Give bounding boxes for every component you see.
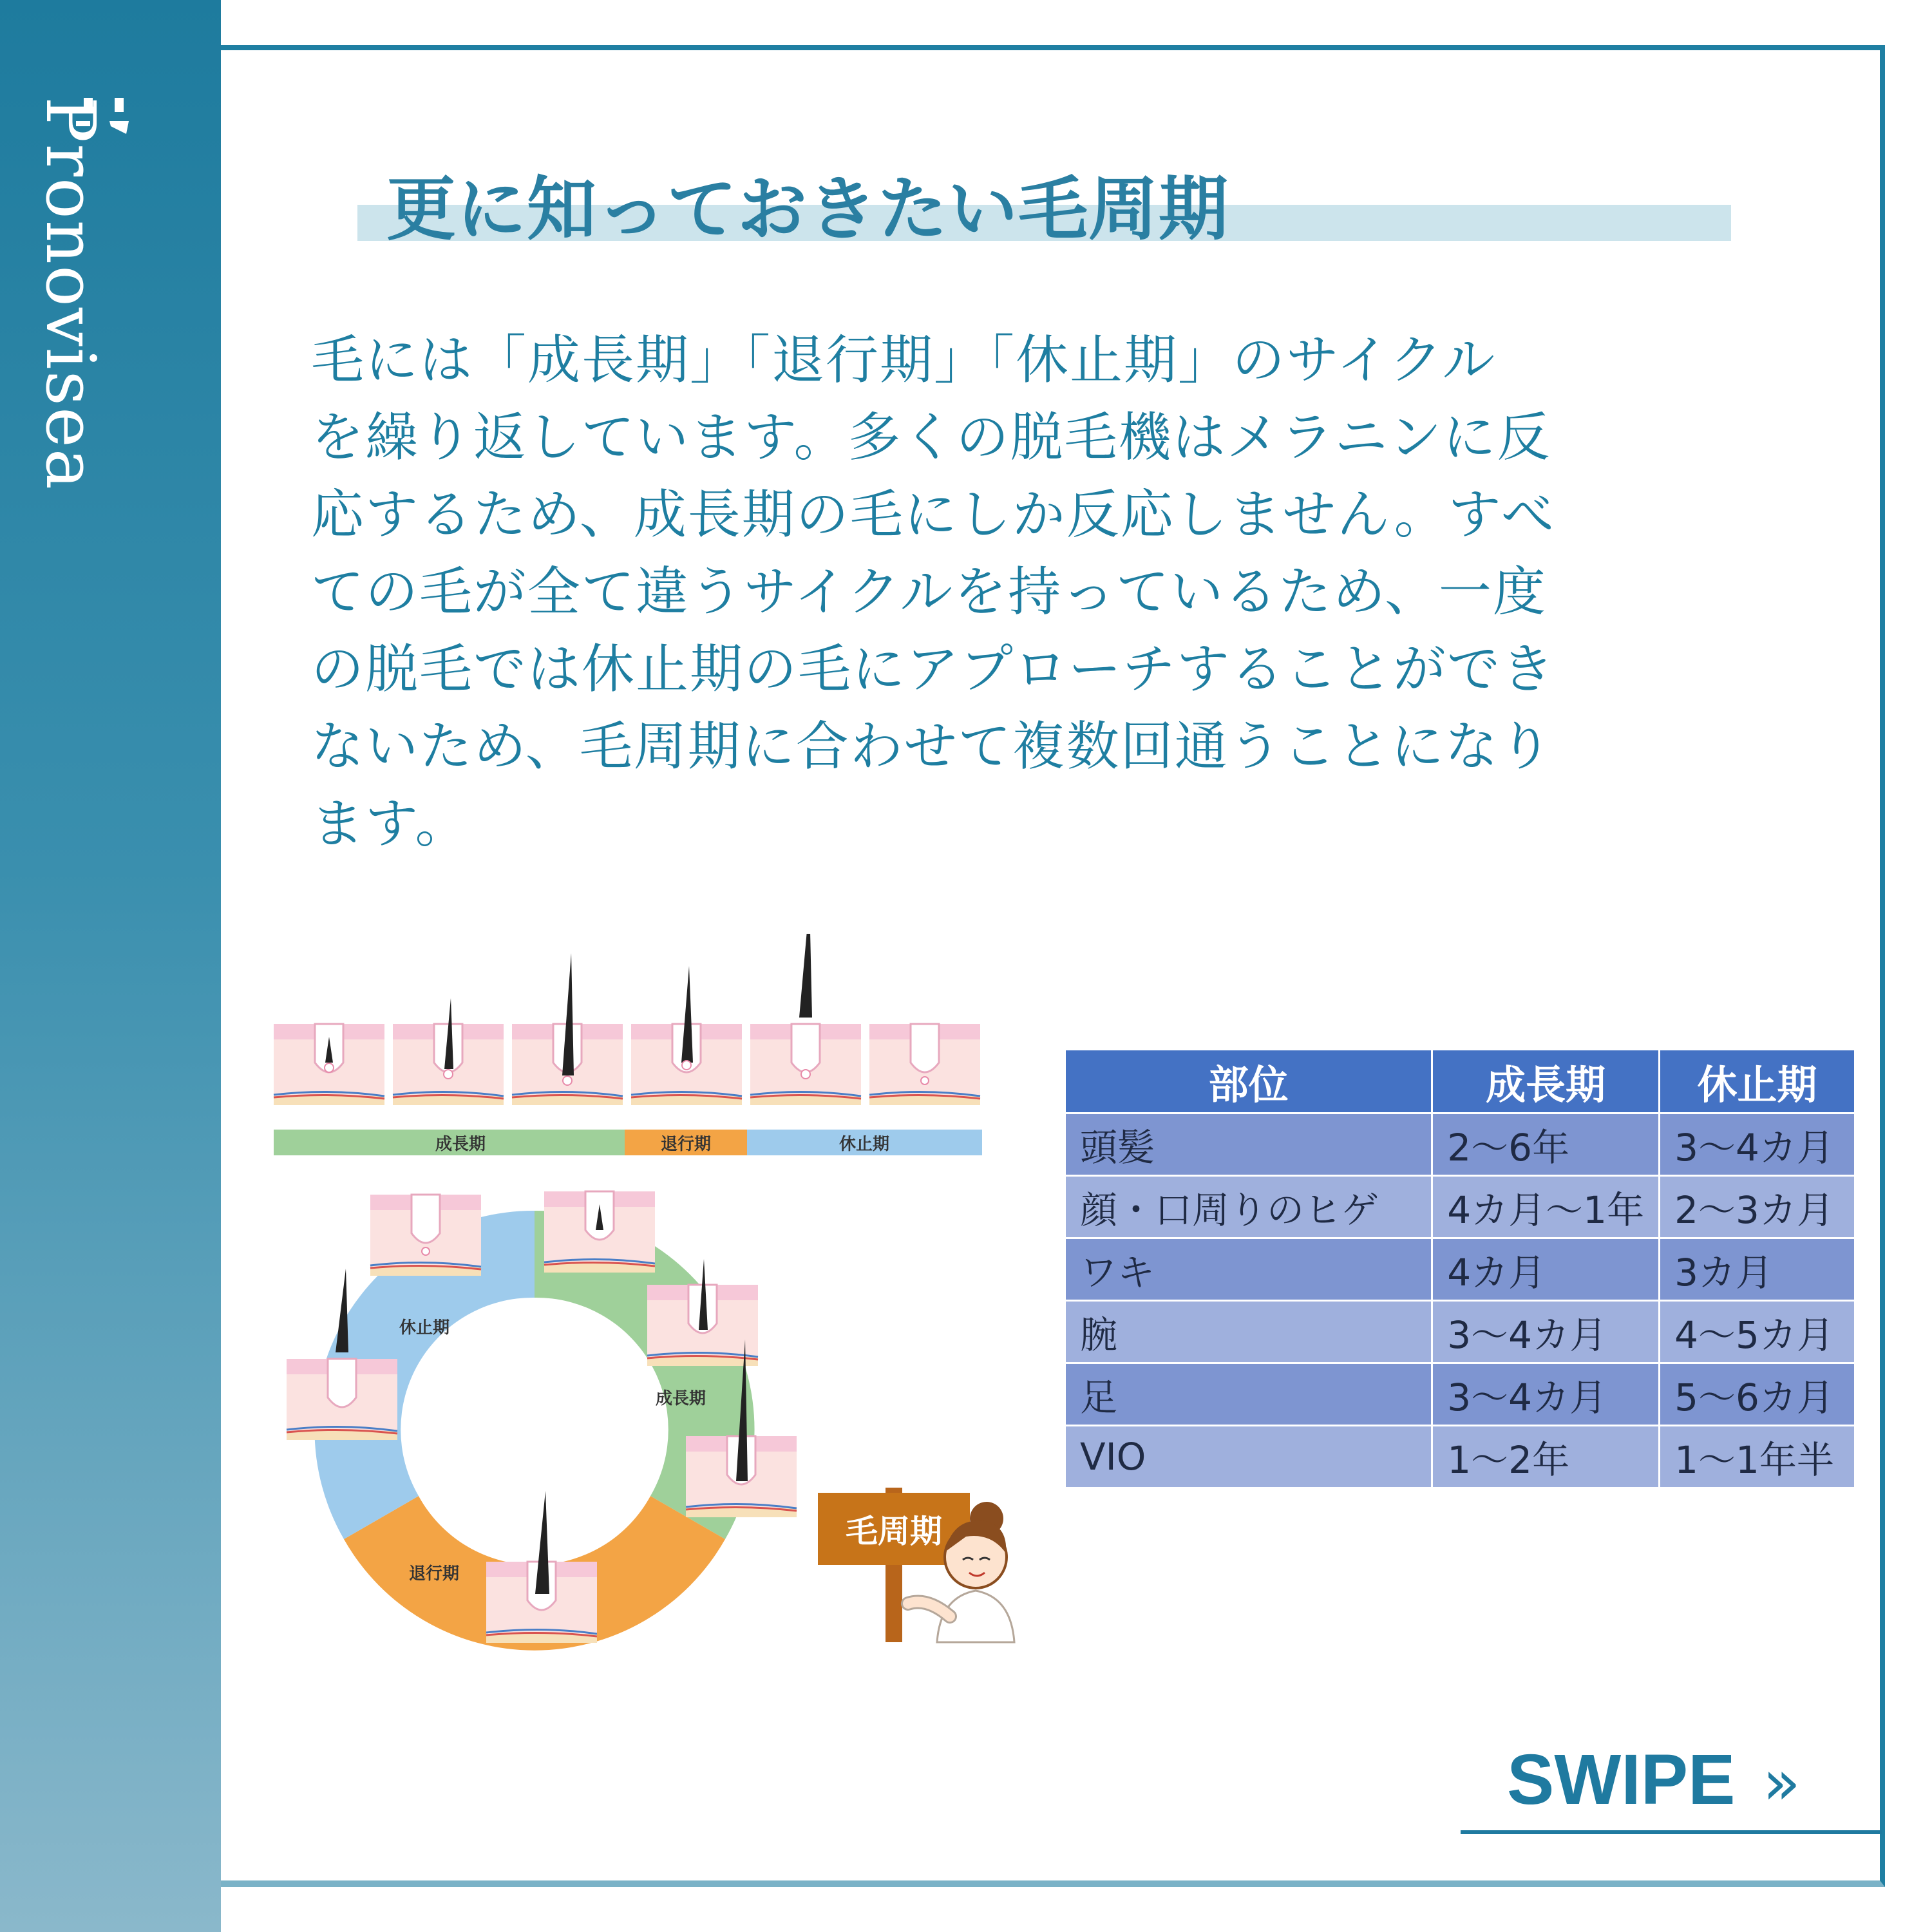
hair-cycle-illustration [270, 934, 1030, 1681]
body-line: を繰り返しています。多くの脱毛機はメラニンに反 [311, 407, 1551, 468]
table-row [1065, 1301, 1855, 1363]
phase-bar-label-growth: 成長期 [435, 1135, 486, 1154]
swipe-label: SWIPE [1507, 1740, 1736, 1819]
table-cell: 4カ月 [1432, 1238, 1660, 1301]
body-line: ないため、毛周期に合わせて複数回通うことになり [311, 716, 1553, 777]
ring-label-rest: 休止期 [399, 1318, 450, 1338]
table-cell: 4カ月〜1年 [1432, 1176, 1660, 1238]
body-line: ます。 [311, 793, 469, 855]
sign-text: 毛周期 [846, 1513, 942, 1550]
stage-strip [274, 934, 980, 1105]
table-header: 休止期 [1660, 1050, 1855, 1113]
table-cell: 3〜4カ月 [1660, 1113, 1855, 1176]
page-title: 更に知っておきたい毛周期 [386, 169, 1229, 250]
body-line: ての毛が全て違うサイクルを持っているため、一度 [311, 562, 1547, 623]
table-cell: 3〜4カ月 [1432, 1301, 1660, 1363]
sidebar [0, 0, 221, 1932]
table-row [1065, 1363, 1855, 1426]
table-cell: 足 [1065, 1363, 1432, 1426]
brand-name: Pronovisea [31, 97, 110, 491]
table-cell: 2〜6年 [1432, 1113, 1660, 1176]
table-row [1065, 1176, 1855, 1238]
body-line: 毛には「成長期」「退行期」「休止期」のサイクル [311, 330, 1497, 391]
phase-bar-label-rest: 休止期 [838, 1135, 890, 1154]
swipe-underline [1461, 1830, 1882, 1834]
table-cell: 1〜1年半 [1660, 1426, 1855, 1488]
table-header: 部位 [1065, 1050, 1432, 1113]
hair-cycle-table [1064, 1048, 1856, 1489]
table-cell: 3〜4カ月 [1432, 1363, 1660, 1426]
body-line: 応するため、成長期の毛にしか反応しません。すべ [311, 484, 1556, 545]
table-header: 成長期 [1432, 1050, 1660, 1113]
swipe-button[interactable] [1507, 1739, 1801, 1821]
table-row [1065, 1426, 1855, 1488]
table-cell: 5〜6カ月 [1660, 1363, 1855, 1426]
phase-bar [274, 1130, 982, 1155]
table-cell: 顔・口周りのヒゲ [1065, 1176, 1432, 1238]
table-cell: 頭髪 [1065, 1113, 1432, 1176]
table-row [1065, 1113, 1855, 1176]
table-row [1065, 1238, 1855, 1301]
body-paragraph [311, 322, 1792, 863]
table-cell: VIO [1065, 1426, 1432, 1488]
table-cell: 腕 [1065, 1301, 1432, 1363]
ring-label-regress: 退行期 [409, 1564, 460, 1584]
table-cell: 2〜3カ月 [1660, 1176, 1855, 1238]
table-header-row [1065, 1050, 1855, 1113]
table-cell: 3カ月 [1660, 1238, 1855, 1301]
body-line: の脱毛では休止期の毛にアプローチすることができ [311, 639, 1556, 700]
double-chevron-right-icon: » [1763, 1747, 1801, 1819]
ring-label-growth: 成長期 [656, 1389, 706, 1408]
table-cell: ワキ [1065, 1238, 1432, 1301]
table-cell: 4〜5カ月 [1660, 1301, 1855, 1363]
table-cell: 1〜2年 [1432, 1426, 1660, 1488]
phase-bar-label-regress: 退行期 [660, 1135, 712, 1154]
